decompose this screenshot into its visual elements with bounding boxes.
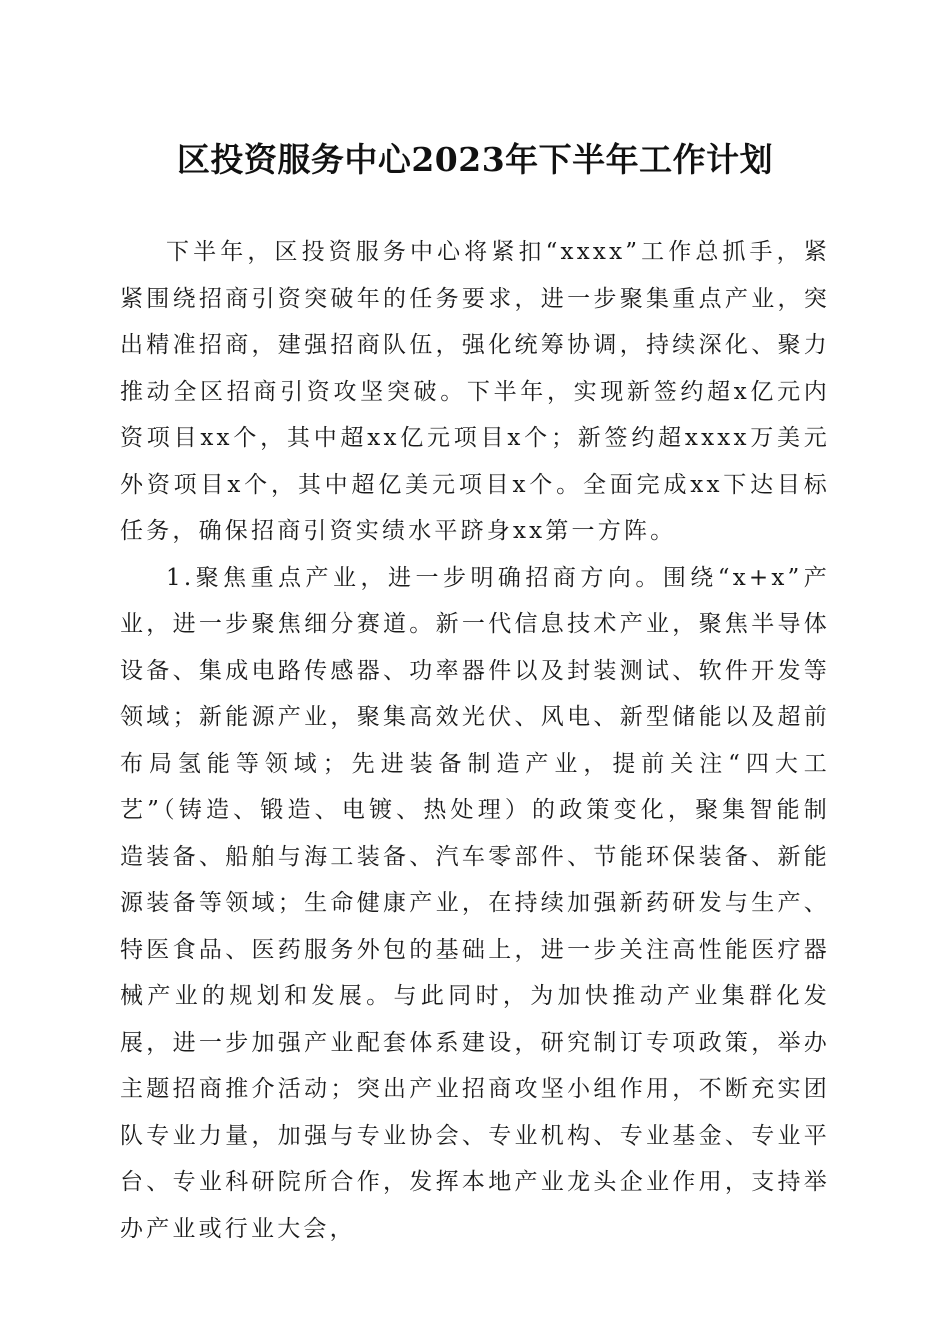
document-title: 区投资服务中心2023年下半年工作计划 [176, 140, 774, 179]
document-body [120, 229, 830, 1252]
paragraph-item-1: 1.聚焦重点产业，进一步明确招商方向。围绕“x+x”产业，进一步聚焦细分赛道。新一代信息技术产业，聚焦半导体设备、集成电路传感器、功率器件以及封装测试、软件开发等领域；新能源产业，聚集高效光伏、风电、新型储能以及超前布局氢能等领域；先进装备制造产业，提前关注“四大工艺”（铸造、锻造、电镀、热处理）的政策变化，聚集智能制造装备、船舶与海工装备、汽车零部件、节能环保装备、新能源装备等领域；生命健康产业，在持续加强新药研发与生产、特医食品、医药服务外包的基础上，进一步关注高性能医疗器械产业的规划和发展。与此同时，为加快推动产业集群化发展，进一步加强产业配套体系建设，研究制订专项政策，举办主题招商推介活动；突出产业招商攻坚小组作用，不断充实团队专业力量，加强与专业协会、专业机构、专业基金、专业平台、专业科研院所合作，发挥本地产业龙头企业作用，支持举办产业或行业大会， [120, 564, 830, 1242]
paragraph-intro: 下半年，区投资服务中心将紧扣“xxxx”工作总抓手，紧紧围绕招商引资突破年的任务要求，进一步聚集重点产业，突出精准招商，建强招商队伍，强化统筹协调，持续深化、聚力推动全区招商引资攻坚突破。下半年，实现新签约超x亿元内资项目xx个，其中超xx亿元项目x个；新签约超xxxx万美元外资项目x个，其中超亿美元项目x个。全面完成xx下达目标任务，确保招商引资实绩水平跻身xx第一方阵。 [120, 239, 830, 544]
